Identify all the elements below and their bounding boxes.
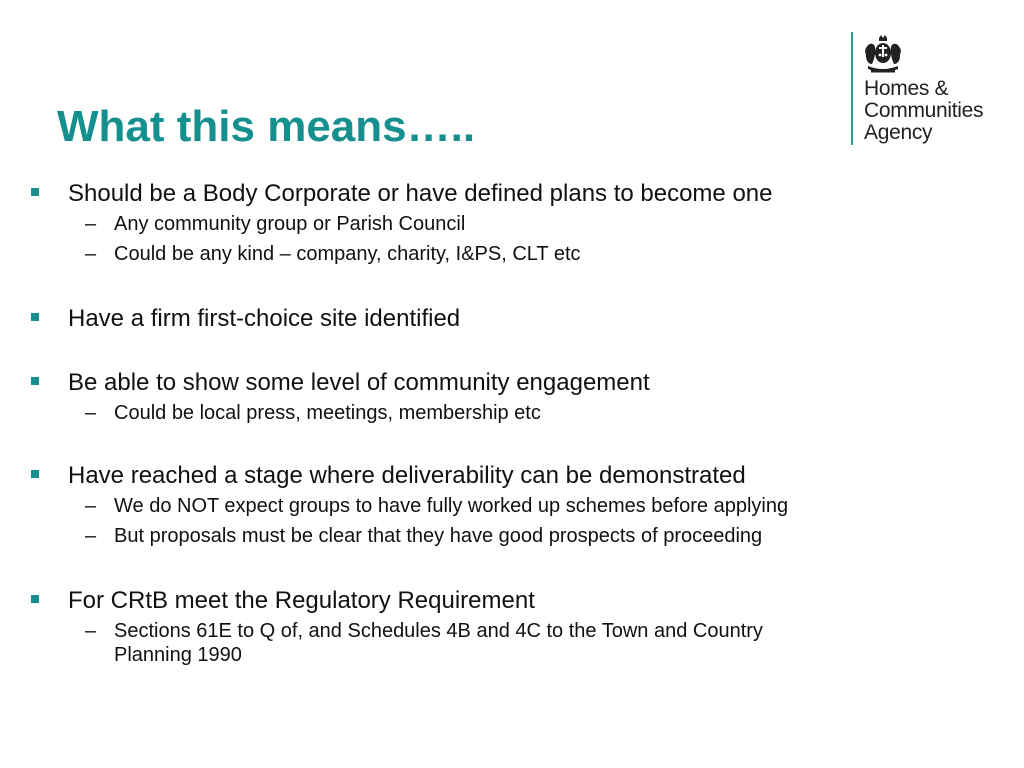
bullet-square-icon	[31, 313, 39, 321]
bullet-item: Be able to show some level of community engagement	[68, 369, 650, 396]
sub-bullet-dash: –	[85, 495, 97, 517]
logo-line-2: Communities	[864, 99, 984, 122]
bullet-item: For CRtB meet the Regulatory Requirement	[68, 587, 535, 614]
sub-bullet-item: Sections 61E to Q of, and Schedules 4B and 4C to the Town and Country	[114, 620, 763, 642]
slide-title: What this means…..	[57, 102, 476, 151]
bullet-square-icon	[31, 188, 39, 196]
sub-bullet-dash: –	[85, 525, 97, 547]
bullet-item: Have reached a stage where deliverability can be demonstrated	[68, 462, 746, 489]
sub-bullet-item: Could be local press, meetings, membership etc	[114, 402, 541, 424]
sub-bullet-dash: –	[85, 213, 97, 235]
bullet-item: Have a firm first-choice site identified	[68, 305, 461, 332]
sub-bullet-item: Could be any kind – company, charity, I&PS, CLT etc	[114, 243, 581, 265]
sub-bullet-dash: –	[85, 243, 97, 265]
bullet-square-icon	[31, 470, 39, 478]
bullet-item: Should be a Body Corporate or have defined plans to become one	[68, 180, 773, 207]
bullet-square-icon	[31, 377, 39, 385]
sub-bullet-item-continued: Planning 1990	[114, 644, 242, 666]
sub-bullet-item: We do NOT expect groups to have fully worked up schemes before applying	[114, 495, 789, 517]
sub-bullet-item: But proposals must be clear that they have good prospects of proceeding	[114, 525, 763, 547]
sub-bullet-item: Any community group or Parish Council	[114, 213, 466, 235]
logo-line-1: Homes &	[864, 77, 949, 100]
sub-bullet-dash: –	[85, 620, 97, 642]
sub-bullet-dash: –	[85, 402, 97, 424]
logo-line-3: Agency	[864, 121, 933, 144]
bullet-square-icon	[31, 595, 39, 603]
